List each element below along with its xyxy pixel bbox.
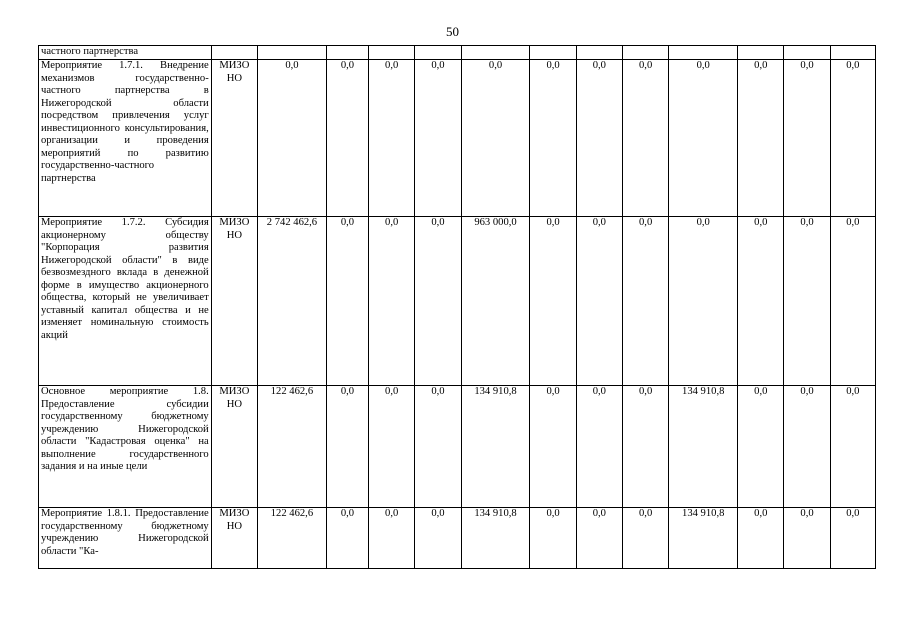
funding-value-cell: 0,0: [623, 60, 669, 217]
funding-value-cell: [461, 46, 530, 60]
funding-value-cell: 0,0: [830, 386, 875, 508]
funding-value-cell: 0,0: [530, 386, 576, 508]
funding-value-cell: [830, 46, 875, 60]
funding-value-cell: 0,0: [530, 217, 576, 386]
funding-value-cell: 0,0: [669, 60, 738, 217]
funding-value-cell: 0,0: [415, 386, 461, 508]
funding-value-cell: 0,0: [415, 60, 461, 217]
funding-value-cell: 134 910,8: [461, 386, 530, 508]
funding-value-cell: 0,0: [576, 60, 622, 217]
executor-cell: МИЗО НО: [211, 508, 257, 569]
program-funding-table: [38, 45, 876, 569]
funding-value-cell: 0,0: [369, 60, 415, 217]
funding-value-cell: 0,0: [784, 217, 830, 386]
funding-value-cell: 0,0: [623, 386, 669, 508]
executor-cell: [211, 46, 257, 60]
funding-value-cell: [415, 46, 461, 60]
activity-description-cell: Мероприятие 1.8.1. Предоставление государственному бюджетному учреждению Нижегородской области "Ка-: [39, 508, 212, 569]
executor-cell: МИЗО НО: [211, 217, 257, 386]
funding-value-cell: 134 910,8: [461, 508, 530, 569]
funding-value-cell: 963 000,0: [461, 217, 530, 386]
funding-value-cell: 0,0: [830, 508, 875, 569]
funding-value-cell: 0,0: [738, 60, 784, 217]
funding-value-cell: 0,0: [738, 508, 784, 569]
funding-value-cell: 0,0: [576, 386, 622, 508]
page-number: 50: [446, 24, 459, 39]
funding-value-cell: 0,0: [369, 217, 415, 386]
funding-value-cell: 0,0: [830, 217, 875, 386]
funding-value-cell: [738, 46, 784, 60]
funding-value-cell: 0,0: [830, 60, 875, 217]
activity-description-cell: Основное мероприятие 1.8. Предоставление субсидии государственному бюджетному учреждению Нижегородской области "Кадастровая оценка" на выполнение государственного задания и на иные цели: [39, 386, 212, 508]
funding-value-cell: 0,0: [326, 508, 368, 569]
funding-value-cell: 0,0: [461, 60, 530, 217]
funding-value-cell: 0,0: [369, 386, 415, 508]
funding-value-cell: 0,0: [623, 508, 669, 569]
activity-description-cell: Мероприятие 1.7.1. Внедрение механизмов государственно-частного партнерства в Нижегородской области посредством привлечения услуг инвестиционного консультирования, организации и проведения мероприятий по развитию государственно-частного партнерства: [39, 60, 212, 217]
funding-value-cell: [669, 46, 738, 60]
table-row: [39, 217, 876, 386]
funding-value-cell: 0,0: [784, 508, 830, 569]
table-body: [39, 46, 876, 569]
funding-value-cell: [623, 46, 669, 60]
funding-value-cell: 0,0: [738, 386, 784, 508]
funding-value-cell: [576, 46, 622, 60]
executor-cell: МИЗО НО: [211, 386, 257, 508]
funding-value-cell: 0,0: [576, 508, 622, 569]
funding-value-cell: [326, 46, 368, 60]
funding-value-cell: 0,0: [784, 60, 830, 217]
funding-value-cell: 0,0: [530, 60, 576, 217]
funding-value-cell: [784, 46, 830, 60]
executor-cell: МИЗО НО: [211, 60, 257, 217]
funding-value-cell: 122 462,6: [258, 386, 327, 508]
funding-value-cell: 0,0: [326, 217, 368, 386]
table-row: [39, 508, 876, 569]
funding-value-cell: 134 910,8: [669, 508, 738, 569]
funding-value-cell: 0,0: [415, 217, 461, 386]
activity-description-cell: частного партнерства: [39, 46, 212, 60]
table-row: [39, 386, 876, 508]
funding-value-cell: 0,0: [326, 60, 368, 217]
funding-value-cell: 0,0: [784, 386, 830, 508]
funding-value-cell: 0,0: [669, 217, 738, 386]
funding-value-cell: 0,0: [576, 217, 622, 386]
funding-value-cell: 0,0: [326, 386, 368, 508]
funding-value-cell: 0,0: [415, 508, 461, 569]
funding-value-cell: 0,0: [623, 217, 669, 386]
funding-value-cell: [258, 46, 327, 60]
funding-value-cell: [530, 46, 576, 60]
funding-value-cell: [369, 46, 415, 60]
table-row: [39, 46, 876, 60]
funding-value-cell: 0,0: [530, 508, 576, 569]
funding-value-cell: 134 910,8: [669, 386, 738, 508]
activity-description-cell: Мероприятие 1.7.2. Субсидия акционерному обществу "Корпорация развития Нижегородской области" в виде безвозмездного вклада в денежной форме в имущество акционерного общества, который не увеличивает уставный капитал общества и не изменяет номинальную стоимость акций: [39, 217, 212, 386]
table-row: [39, 60, 876, 217]
funding-value-cell: 0,0: [258, 60, 327, 217]
funding-value-cell: 0,0: [738, 217, 784, 386]
funding-value-cell: 0,0: [369, 508, 415, 569]
funding-value-cell: 122 462,6: [258, 508, 327, 569]
funding-value-cell: 2 742 462,6: [258, 217, 327, 386]
